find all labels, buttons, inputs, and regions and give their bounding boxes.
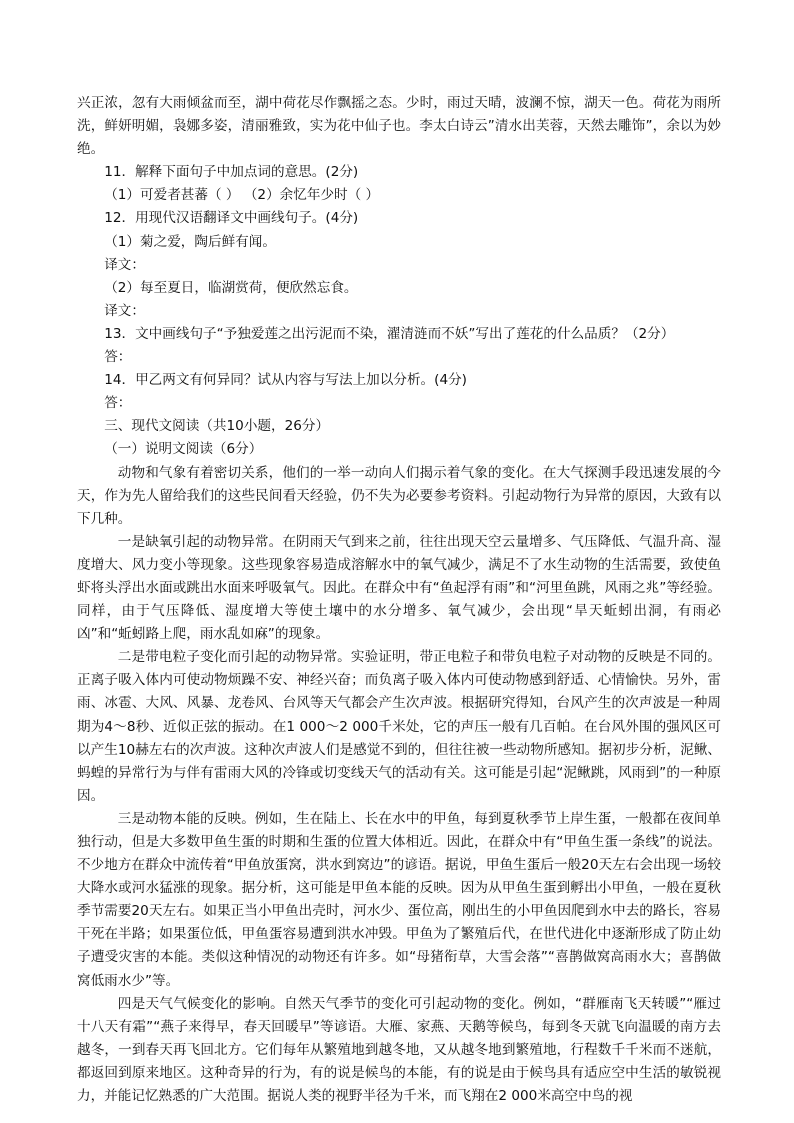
text-line-0: 兴正浓，忽有大雨倾盆而至，湖中荷花尽作飘摇之态。少时，雨过天晴，波澜不惊，湖天一色。荷花为雨所洗，鲜妍明媚，袅娜多姿，清丽雅致，实为花中仙子也。李太白诗云”清水出芙蓉，天然去雕饰”，余以为妙绝。 [77, 95, 721, 158]
text-line-16: 二是带电粒子变化而引起的动物异常。实验证明，带正电粒子和带负电粒子对动物的反映是不同的。正离子吸入体内可使动物烦躁不安、神经兴奋；而负离子吸入体内可使动物感到舒适、心情愉快。另外，雷雨、冰雹、大风、风暴、龙卷风、台风等天气都会产生次声波。根据研究得知，台风产生的次声波是一种周期为4～8秒、近似正弦的振动。在1 000～2 000千米处，它的声压一般有几百帕。在台风外围的强风区可以产生10赫左右的次声波。这种次声波人们是感觉不到的，但往往被一些动物所感知。据初步分析，泥鳅、蚂蝗的异常行为与伴有雷雨大风的冷锋或切变线天气的活动有关。这可能是引起“泥鳅跳，风雨到”的一种原因。 [77, 649, 721, 804]
text-line-12: 三、现代文阅读（共10小题，26分） [104, 418, 330, 435]
text-line-17: 三是动物本能的反映。例如，生在陆上、长在水中的甲鱼，每到夏秋季节上岸生蛋，一般都在夜间单独行动，但是大多数甲鱼生蛋的时期和生蛋的位置大体相近。因此，在群众中有“甲鱼生蛋一条线”的说法。不少地方在群众中流传着“甲鱼放蛋窝，洪水到窝边”的谚语。据说，甲鱼生蛋后一般20天左右会出现一场较大降水或河水猛涨的现象。据分析，这可能是甲鱼本能的反映。因为从甲鱼生蛋到孵出小甲鱼，一般在夏秋季节需要20天左右。如果正当小甲鱼出壳时，河水少、蛋位高，刚出生的小甲鱼因爬到水中去的路长，容易干死在半路；如果蛋位低，甲鱼蛋容易遭到洪水冲毁。甲鱼为了繁殖后代，在世代进化中逐渐形成了防止幼子遭受灾害的本能。类似这种情况的动物还有许多。如“母猪衔草，大雪会落”“喜鹊做窝高雨水大；喜鹊做窝低雨水少”等。 [77, 810, 721, 989]
text-line-4: （1）菊之爱，陶后鲜有闻。 [104, 233, 276, 250]
text-line-6: （2）每至夏日，临湖赏荷，便欣然忘食。 [104, 279, 358, 296]
text-line-2: （1）可爱者甚蕃（ ） （2）余忆年少时（ ） [104, 187, 380, 204]
text-line-3: 12．用现代汉语翻译文中画线句子。(4分) [104, 210, 359, 227]
text-line-9: 答： [104, 349, 132, 366]
text-line-10: 14．甲乙两文有何异同？试从内容与写法上加以分析。(4分) [104, 372, 467, 389]
text-line-8: 13．文中画线句子“予独爱莲之出污泥而不染，濯清涟而不妖”写出了莲花的什么品质？（2分） [104, 325, 675, 342]
text-line-13: （一）说明文阅读（6分） [104, 441, 263, 458]
text-line-11: 答： [104, 395, 132, 412]
text-line-7: 译文： [104, 302, 145, 319]
text-line-5: 译文： [104, 256, 145, 273]
text-line-15: 一是缺氧引起的动物异常。在阴雨天气到来之前，往往出现天空云量增多、气压降低、气温升高、湿度增大、风力变小等现象。这些现象容易造成溶解水中的氧气减少，满足不了水生动物的生活需要，致使鱼虾将头浮出水面或跳出水面来呼吸氧气。因此。在群众中有“鱼起浮有雨”和“河里鱼跳，风雨之兆”等经验。同样，由于气压降低、湿度增大等使土壤中的水分增多、氧气减少，会出现“旱天蚯蚓出洞，有雨必凶”和“蚯蚓路上爬，雨水乱如麻”的现象。 [77, 533, 721, 643]
text-line-18: 四是天气气候变化的影响。自然天气季节的变化可引起动物的变化。例如，“群雁南飞天转暖”“雁过十八天有霜”“燕子来得早，春天回暖早”等谚语。大雁、家燕、天鹅等候鸟，每到冬天就飞向温暖的南方去越冬，一到春天再飞回北方。它们每年从繁殖地到越冬地，又从越冬地到繁殖地，行程数千千米而不迷航，都返回到原来地区。这种奇异的行为，有的说是候鸟的本能，有的说是由于候鸟具有适应空中生活的敏锐视力，并能记忆熟悉的广大范围。据说人类的视野半径为千米，而飞翔在2 000米高空中鸟的视 [77, 995, 721, 1105]
text-line-1: 11．解释下面句子中加点词的意思。(2分) [104, 164, 359, 181]
document-body [77, 92, 721, 1108]
text-line-14: 动物和气象有着密切关系，他们的一举一动向人们揭示着气象的变化。在大气探测手段迅速发展的今天，作为先人留给我们的这些民间看天经验，仍不失为必要参考资料。引起动物行为异常的原因，大致有以下几种。 [77, 464, 721, 527]
